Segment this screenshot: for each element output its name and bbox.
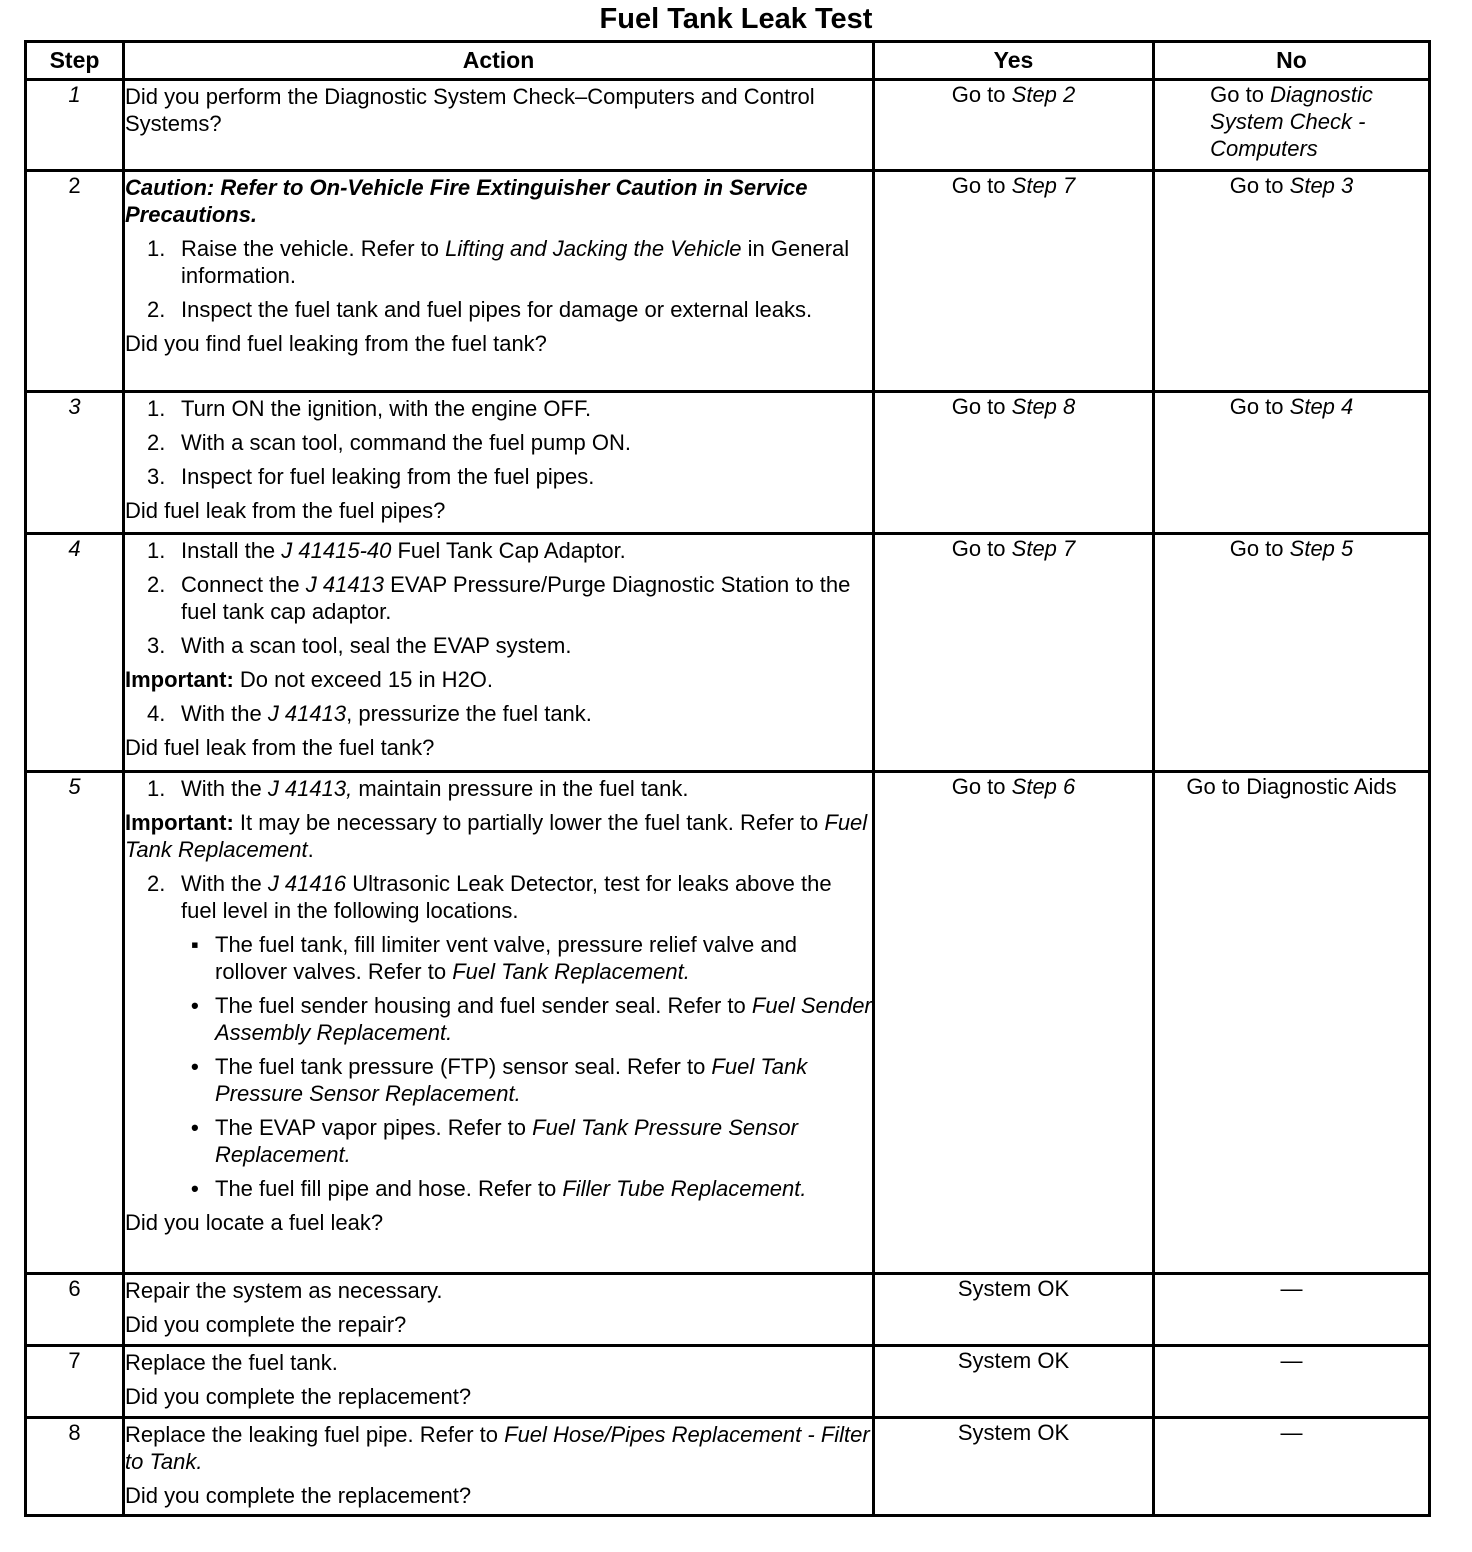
important-text: It may be necessary to partially lower the fuel tank. Refer to [233,810,825,835]
step-number: 8 [26,1418,124,1516]
go-to-label: Go to [1229,173,1284,198]
list-item [191,992,872,1046]
action-cell [124,534,874,772]
item-text: Turn ON the ignition, with the engine OFF. [181,396,592,421]
reference-link[interactable]: Fuel Tank Pressure Sensor Replacement. [215,1115,798,1167]
no-cell [1154,1346,1430,1418]
page-title: Fuel Tank Leak Test [599,3,873,35]
item-text: Connect the [181,572,306,597]
important-note [125,809,872,863]
question-text: Did fuel leak from the fuel pipes? [125,498,446,523]
reference-link[interactable]: Fuel Tank Replacement [125,810,868,862]
item-text: With the [181,701,268,726]
question-text: Did you perform the Diagnostic System Check–Computers and Control Systems? [125,84,815,136]
go-to-label: Go to [1229,536,1284,561]
fuel-tank-leak-test-table [24,40,1431,1517]
bullet-icon: ▪ [191,932,199,957]
reference-link[interactable]: Fuel Hose/Pipes Replacement - Filter to Tank. [125,1422,870,1474]
table-row [26,534,1430,772]
item-text: Fuel Tank Cap Adaptor. [391,538,626,563]
action-text: Replace the fuel tank. [125,1350,338,1375]
question-text: Did fuel leak from the fuel tank? [125,735,435,760]
go-to-label: Go to [951,536,1006,561]
item-text: The fuel tank, fill limiter vent valve, pressure relief valve and rollover valves. Refer to [215,932,798,984]
item-text: Raise the vehicle. Refer to [181,236,446,261]
yes-cell [874,171,1154,392]
tool-name: J 41416 [267,871,347,896]
system-ok-label: System OK [957,1348,1070,1373]
diagnostic-aids-link[interactable]: Go to Diagnostic Aids [1186,774,1397,799]
go-to-label: Go to [1229,394,1284,419]
item-text: in General information. [181,236,850,288]
list-item [147,632,872,659]
no-cell [1154,772,1430,1274]
table-row [26,1346,1430,1418]
table-row [26,392,1430,534]
list-item [147,235,872,289]
action-cell [124,171,874,392]
list-item [147,463,872,490]
step-number: 6 [26,1274,124,1346]
item-number: 4. [147,701,166,726]
item-text: Replace the leaking fuel pipe. Refer to [125,1422,505,1447]
question-text: Did you locate a fuel leak? [125,1210,384,1235]
item-number: 2. [147,572,166,597]
item-number: 3. [147,633,166,658]
important-label: Important: [125,810,234,835]
item-number: 1. [147,538,166,563]
no-cell [1154,1274,1430,1346]
table-row [26,1274,1430,1346]
step-number: 4 [26,534,124,772]
step-link[interactable]: Step 5 [1289,536,1354,561]
tool-name: J 41413 [267,701,347,726]
yes-cell [874,80,1154,171]
yes-cell [874,1274,1154,1346]
header-step: Step [26,42,124,80]
item-number: 1. [147,236,166,261]
item-text: With the [181,871,268,896]
item-number: 2. [147,297,166,322]
item-text: With a scan tool, seal the EVAP system. [181,633,572,658]
list-item [147,537,872,564]
list-item [147,395,872,422]
list-item [147,296,872,323]
item-text: EVAP Pressure/Purge Diagnostic Station to the fuel tank cap adaptor. [181,572,851,624]
list-item [147,870,872,924]
table-row [26,1418,1430,1516]
no-cell [1154,171,1430,392]
step-link[interactable]: Step 7 [1011,173,1076,198]
item-text: Inspect the fuel tank and fuel pipes for damage or external leaks. [181,297,813,322]
action-cell [124,1274,874,1346]
go-to-label: Go to [951,774,1006,799]
bullet-icon: • [191,1115,199,1140]
diagnostic-check-link[interactable]: Diagnostic [1270,82,1373,107]
item-number: 2. [147,430,166,455]
list-item [191,931,872,985]
dash-label: — [1280,1420,1303,1445]
go-to-label: Go to [1210,82,1264,107]
go-to-label: Go to [951,173,1006,198]
period: . [307,837,314,862]
header-no: No [1154,42,1430,80]
tool-name: J 41413 [305,572,385,597]
tool-name: J 41415-40 [281,538,392,563]
system-ok-label: System OK [957,1420,1070,1445]
bullet-icon: • [191,1054,199,1079]
item-number: 2. [147,871,166,896]
item-text: Ultrasonic Leak Detector, test for leaks above the fuel level in the following locations. [181,871,832,923]
item-text: With the [181,776,268,801]
step-number: 3 [26,392,124,534]
yes-cell [874,1346,1154,1418]
tool-name: J 41413, [267,776,353,801]
item-text: With a scan tool, command the fuel pump ON. [181,430,631,455]
go-to-label: Go to [951,82,1006,107]
reference-link[interactable]: Lifting and Jacking the Vehicle [445,236,742,261]
question-text: Did you complete the repair? [125,1312,407,1337]
step-number: 7 [26,1346,124,1418]
action-cell [124,1418,874,1516]
item-text: Install the [181,538,282,563]
yes-cell [874,1418,1154,1516]
action-text: Repair the system as necessary. [125,1278,443,1303]
step-link[interactable]: Step 2 [1011,82,1076,107]
item-text: The fuel tank pressure (FTP) sensor seal. Refer to [215,1054,712,1079]
table-row [26,80,1430,171]
table-row [26,171,1430,392]
important-note [125,666,872,693]
list-item [191,1053,872,1107]
item-number: 3. [147,464,166,489]
no-cell [1154,392,1430,534]
reference-link[interactable]: Fuel Tank Replacement. [452,959,690,984]
header-row [26,42,1430,80]
yes-cell [874,534,1154,772]
yes-cell [874,392,1154,534]
diagnostic-check-link[interactable]: System Check - [1210,109,1366,134]
step-number: 2 [26,171,124,392]
item-text: The fuel sender housing and fuel sender seal. Refer to [215,993,752,1018]
action-cell [124,1346,874,1418]
list-item [147,775,872,802]
reference-link[interactable]: Filler Tube Replacement. [562,1176,807,1201]
step-link[interactable]: Step 4 [1289,394,1354,419]
diagnostic-check-link[interactable]: Computers [1210,136,1318,161]
question-text: Did you complete the replacement? [125,1483,472,1508]
no-cell [1154,80,1430,171]
bullet-icon: • [191,1176,199,1201]
action-text [125,1421,872,1475]
table-row [26,772,1430,1274]
header-action: Action [124,42,874,80]
step-number: 1 [26,80,124,171]
list-item [191,1175,872,1202]
item-text: The fuel fill pipe and hose. Refer to [215,1176,563,1201]
step-link[interactable]: Step 7 [1011,536,1076,561]
item-text: Inspect for fuel leaking from the fuel pipes. [181,464,595,489]
step-link[interactable]: Step 6 [1011,774,1076,799]
question-text: Did you complete the replacement? [125,1384,472,1409]
item-text: maintain pressure in the fuel tank. [352,776,689,801]
no-cell [1154,534,1430,772]
list-item [147,429,872,456]
item-number: 1. [147,396,166,421]
action-cell [124,80,874,171]
question-text: Did you find fuel leaking from the fuel tank? [125,331,547,356]
step-number: 5 [26,772,124,1274]
reference-link[interactable]: Fuel Tank Pressure Sensor Replacement. [215,1054,808,1106]
item-text: The EVAP vapor pipes. Refer to [215,1115,533,1140]
important-label: Important: [125,667,234,692]
system-ok-label: System OK [957,1276,1070,1301]
important-text: Do not exceed 15 in H2O. [233,667,494,692]
step-link[interactable]: Step 3 [1289,173,1354,198]
item-text: , pressurize the fuel tank. [346,701,592,726]
bullet-icon: • [191,993,199,1018]
caution-text: Caution: Refer to On-Vehicle Fire Extinguisher Caution in Service Precautions. [125,175,808,227]
action-cell [124,772,874,1274]
reference-link[interactable]: Fuel Sender Assembly Replacement. [215,993,872,1045]
list-item [191,1114,872,1168]
action-cell [124,392,874,534]
go-to-label: Go to [951,394,1006,419]
dash-label: — [1280,1276,1303,1301]
item-number: 1. [147,776,166,801]
dash-label: — [1280,1348,1303,1373]
header-yes: Yes [874,42,1154,80]
no-cell [1154,1418,1430,1516]
list-item [147,571,872,625]
step-link[interactable]: Step 8 [1011,394,1076,419]
yes-cell [874,772,1154,1274]
list-item [147,700,872,727]
